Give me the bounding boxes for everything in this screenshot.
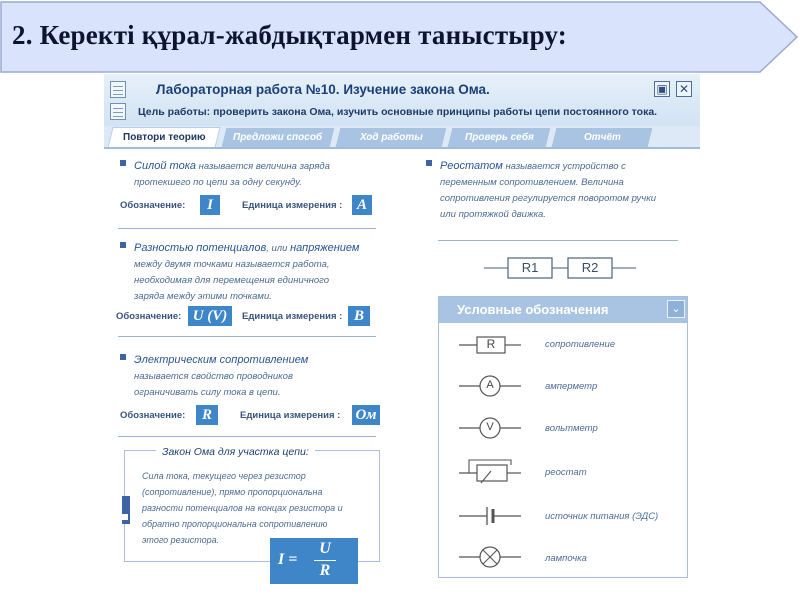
tab-bar xyxy=(104,126,700,148)
current-designation-label: Обозначение: xyxy=(120,200,186,211)
app-header xyxy=(104,74,700,126)
tab-check-yourself[interactable]: Проверь себя xyxy=(448,128,551,147)
ohms-law-title: Закон Ома для участка цепи: xyxy=(156,446,315,458)
bullet-icon xyxy=(120,160,126,166)
resistance-unit-label: Единица измерения : xyxy=(240,410,341,421)
slide-title-banner xyxy=(0,0,800,78)
notes-icon[interactable] xyxy=(110,103,126,120)
legend-label-lamp: лампочка xyxy=(545,553,587,564)
legend-label-resistor: сопротивление xyxy=(545,339,616,350)
voltage-definition: Разностью потенциалов, или напряжением между двумя точками называется работа, необходимая для перемещения единичного заряда между этими точками. xyxy=(134,242,360,302)
current-unit-label: Единица измерения : xyxy=(242,200,343,211)
voltmeter-symbol-letter: V xyxy=(486,421,494,433)
collapse-icon[interactable]: ⌄ xyxy=(667,300,685,318)
rheostat-definition: Реостатом называется устройство с переменным сопротивлением. Величина сопротивления регулируется поворотом ручки или протяжкой движка. xyxy=(440,160,656,220)
resistance-designation-label: Обозначение: xyxy=(120,410,186,421)
voltage-unit: B xyxy=(348,306,370,326)
lamp-symbol-icon xyxy=(455,545,525,569)
resistor-r2-label: R2 xyxy=(581,260,599,275)
resistance-definition: Электрическим сопротивлением называется свойство проводников ограничивать силу тока в цепи. xyxy=(134,354,309,398)
current-definition: Силой тока называется величина заряда протекшего по цепи за одну секунду. xyxy=(134,160,330,188)
save-button[interactable]: ▣ xyxy=(654,81,670,97)
power-source-symbol-icon xyxy=(455,503,525,529)
document-icon[interactable] xyxy=(110,81,126,98)
voltage-designation-label: Обозначение: xyxy=(116,311,182,322)
resistor-r1-label: R1 xyxy=(521,260,539,275)
legend-label-ammeter: амперметр xyxy=(545,381,598,392)
tab-review-theory[interactable]: Повтори теорию xyxy=(107,127,220,148)
ohms-law-text: Сила тока, текущего через резистор (сопротивление), прямо пропорциональна разности потенциалов на концах резистора и обратно пропорциональна сопротивлению этого резистора. xyxy=(142,471,343,545)
series-circuit-diagram xyxy=(484,256,636,280)
lab-goal: Цель работы: проверить закона Ома, изучить основные принципы работы цепи постоянного тока. xyxy=(138,106,658,118)
legend-label-rheostat: реостат xyxy=(545,467,587,478)
formula-lhs: I = xyxy=(278,551,298,568)
tab-procedure[interactable]: Ход работы xyxy=(336,128,447,147)
slide-title: 2. Керекті құрал-жабдықтармен таныстыру: xyxy=(12,20,567,50)
current-unit: A xyxy=(352,195,372,215)
rheostat-symbol-icon xyxy=(455,457,525,485)
ohms-law-formula xyxy=(270,538,358,584)
tab-underline xyxy=(104,147,700,149)
legend-label-voltmeter: вольтметр xyxy=(545,423,598,434)
resistance-symbol: R xyxy=(196,405,218,425)
voltage-unit-label: Единица измерения : xyxy=(242,311,343,322)
close-button[interactable]: ✕ xyxy=(676,81,692,97)
legend-label-power-source: источник питания (ЭДС) xyxy=(545,511,659,522)
divider xyxy=(118,228,376,229)
formula-numerator: U xyxy=(319,540,331,557)
resistance-unit: Ом xyxy=(352,405,380,425)
bullet-icon xyxy=(426,160,432,166)
divider xyxy=(118,436,376,437)
resistor-symbol-letter: R xyxy=(486,337,496,351)
legend-panel xyxy=(438,296,688,578)
formula-denominator: R xyxy=(319,562,331,579)
bullet-icon xyxy=(120,242,126,248)
formula-fraction-bar xyxy=(314,560,336,561)
lab-title: Лабораторная работа №10. Изучение закона Ома. xyxy=(156,82,490,97)
bullet-icon xyxy=(120,354,126,360)
tab-report[interactable]: Отчёт xyxy=(552,128,653,147)
bookmark-notch xyxy=(122,514,128,520)
lab-app-window xyxy=(104,74,700,590)
divider xyxy=(438,240,678,241)
legend-title: Условные обозначения xyxy=(439,297,687,323)
current-symbol: I xyxy=(200,195,220,215)
divider xyxy=(118,336,376,337)
voltage-symbol: U (V) xyxy=(188,306,232,326)
tab-suggest-method[interactable]: Предложи способ xyxy=(222,128,335,147)
ammeter-symbol-letter: A xyxy=(486,379,494,391)
